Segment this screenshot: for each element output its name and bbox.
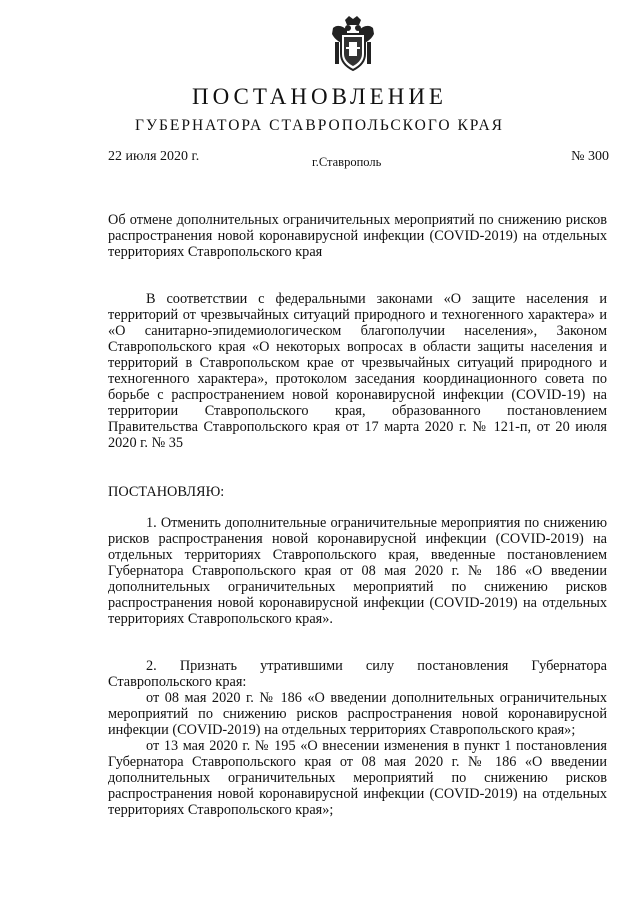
- document-subtitle: ГУБЕРНАТОРА СТАВРОПОЛЬСКОГО КРАЯ: [135, 117, 504, 134]
- document-number: № 300: [571, 149, 609, 164]
- item-1-paragraph: 1. Отменить дополнительные ограничительные мероприятия по снижению рисков распространения новой коронавирусной инфекции (COVID-2019) на отдельных территориях Ставропольского края, введенные постановлением Губернатора Ставропольского края от 08 мая 2020 г. № 186 «О введении дополнительных ограничительных мероприятий по снижению рисков распространения новой коронавирусной инфекции (COVID-2019) на отдельных территориях Ставропольского края».: [108, 515, 607, 627]
- document-city: г.Ставрополь: [312, 155, 382, 169]
- item-2-subitem-1: от 08 мая 2020 г. № 186 «О введении дополнительных ограничительных мероприятий по снижению рисков распространения новой коронавирусной инфекции (COVID-2019) на отдельных территориях Ставропольского края»;: [108, 690, 607, 738]
- document-subject: Об отмене дополнительных ограничительных мероприятий по снижению рисков распространения новой коронавирусной инфекции (COVID-2019) на отдельных территориях Ставропольского края: [108, 212, 607, 260]
- item-2-subitem-2: от 13 мая 2020 г. № 195 «О внесении изменения в пункт 1 постановления Губернатора Ставропольского края от 08 мая 2020 г. № 186 «О введении дополнительных ограничительных мероприятий по снижению рисков распространения новой коронавирусной инфекции (COVID-2019) на отдельных территориях Ставропольского края»;: [108, 738, 607, 818]
- coat-of-arms-emblem-icon: [329, 14, 377, 72]
- document-date: 22 июля 2020 г.: [108, 149, 200, 164]
- document-title: ПОСТАНОВЛЕНИЕ: [192, 84, 447, 109]
- item-2-paragraph: 2. Признать утратившими силу постановления Губернатора Ставропольского края:: [108, 658, 607, 690]
- preamble-paragraph: В соответствии с федеральными законами «О защите населения и территорий от чрезвычайных ситуаций природного и техногенного характера» и «О санитарно-эпидемиологическом благополучии населения», Законом Ставропольского края «О некоторых вопросах в области защиты населения и территорий в Ставропольском крае от чрезвычайных ситуаций природного и техногенного характера», протоколом заседания координационного совета по борьбе с распространением новой коронавирусной инфекции (COVID-19) на территории Ставропольского края, образованного постановлением Правительства Ставропольского края от 17 марта 2020 г. № 121-п, от 20 июля 2020 г. № 35: [108, 291, 607, 451]
- decree-word: ПОСТАНОВЛЯЮ:: [108, 484, 225, 500]
